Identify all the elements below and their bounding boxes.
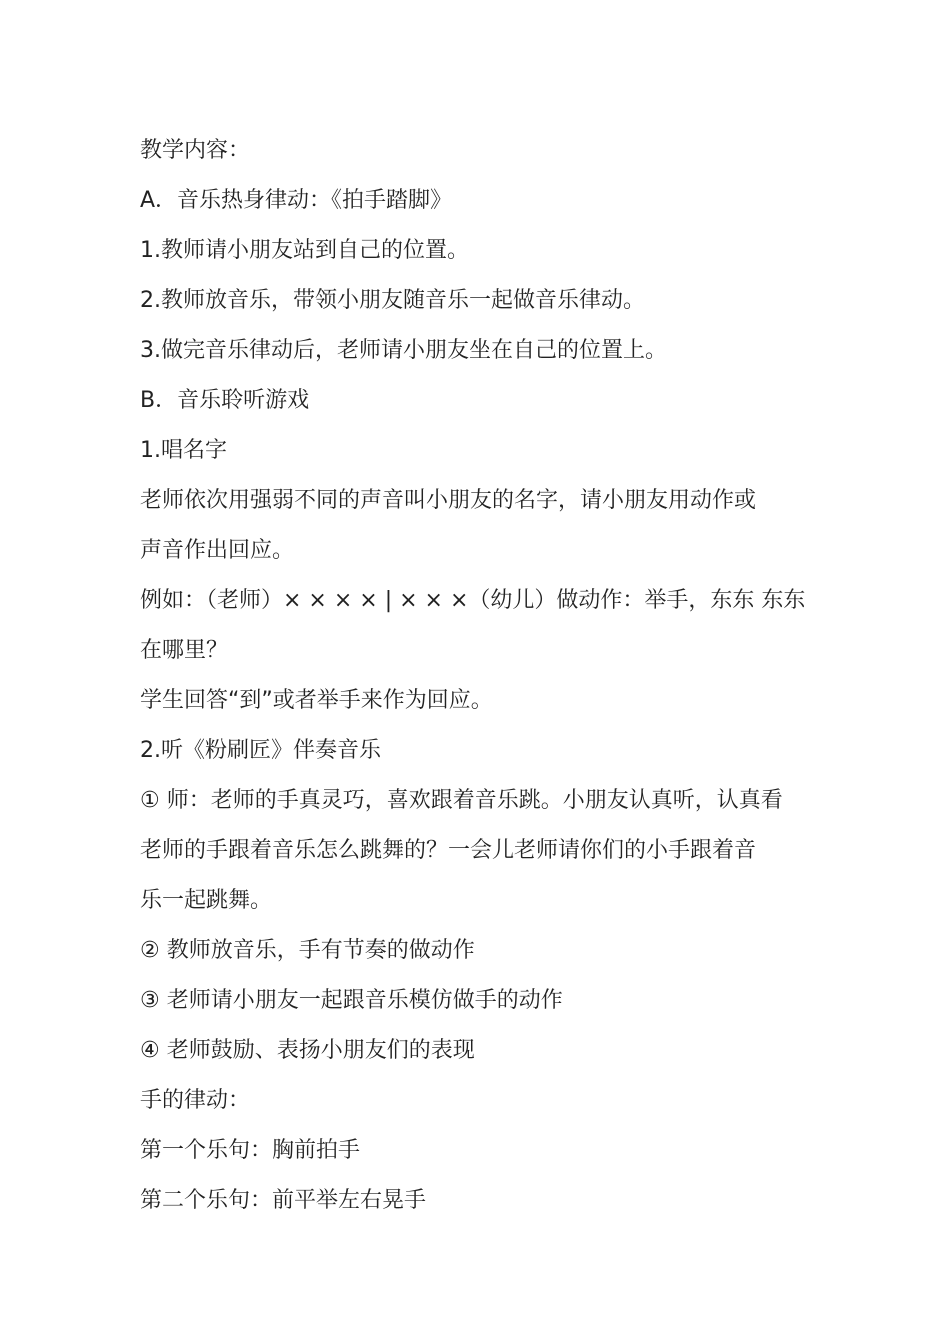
game-2-item-1-line: ① 师：老师的手真灵巧，喜欢跟着音乐跳。小朋友认真听，认真看 [140, 788, 783, 813]
game-2-title: 2.听《粉刷匠》伴奏音乐 [140, 738, 381, 763]
hand-rhythm-phrase-2: 第二个乐句：前平举左右晃手 [140, 1188, 427, 1213]
part-a-step-3: 3.做完音乐律动后，老师请小朋友坐在自己的位置上。 [140, 338, 667, 363]
game-2-item-4: ④ 老师鼓励、表扬小朋友们的表现 [140, 1038, 475, 1063]
game-2-item-3: ③ 老师请小朋友一起跟音乐模仿做手的动作 [140, 988, 563, 1013]
document-page [140, 126, 816, 1226]
part-a-heading: A．音乐热身律动：《拍手踏脚》 [140, 188, 453, 213]
game-1-example-line: 在哪里？ [140, 638, 229, 663]
game-2-item-1 [140, 776, 816, 926]
game-1-example-line: 例如：（老师）× × × × | × × ×（幼儿）做动作：举手，东东 东东 [140, 588, 806, 613]
game-1-title: 1.唱名字 [140, 438, 227, 463]
game-1-example [140, 576, 816, 676]
hand-rhythm-phrase-1: 第一个乐句：胸前拍手 [140, 1138, 361, 1163]
game-2-item-2: ② 教师放音乐，手有节奏的做动作 [140, 938, 475, 963]
hand-rhythm-title: 手的律动： [140, 1088, 251, 1113]
game-2-item-1-line: 乐一起跳舞。 [140, 888, 273, 913]
part-a-step-1: 1.教师请小朋友站到自己的位置。 [140, 238, 469, 263]
part-b-heading: B．音乐聆听游戏 [140, 388, 310, 413]
section-title: 教学内容： [140, 138, 251, 163]
part-a-step-2: 2.教师放音乐，带领小朋友随音乐一起做音乐律动。 [140, 288, 645, 313]
game-1-description [140, 476, 816, 576]
game-1-description-line: 声音作出回应。 [140, 538, 295, 563]
game-2-item-1-line: 老师的手跟着音乐怎么跳舞的？一会儿老师请你们的小手跟着音 [140, 838, 757, 863]
game-1-description-line: 老师依次用强弱不同的声音叫小朋友的名字，请小朋友用动作或 [140, 488, 757, 513]
game-1-student-response: 学生回答“到”或者举手来作为回应。 [140, 688, 493, 713]
